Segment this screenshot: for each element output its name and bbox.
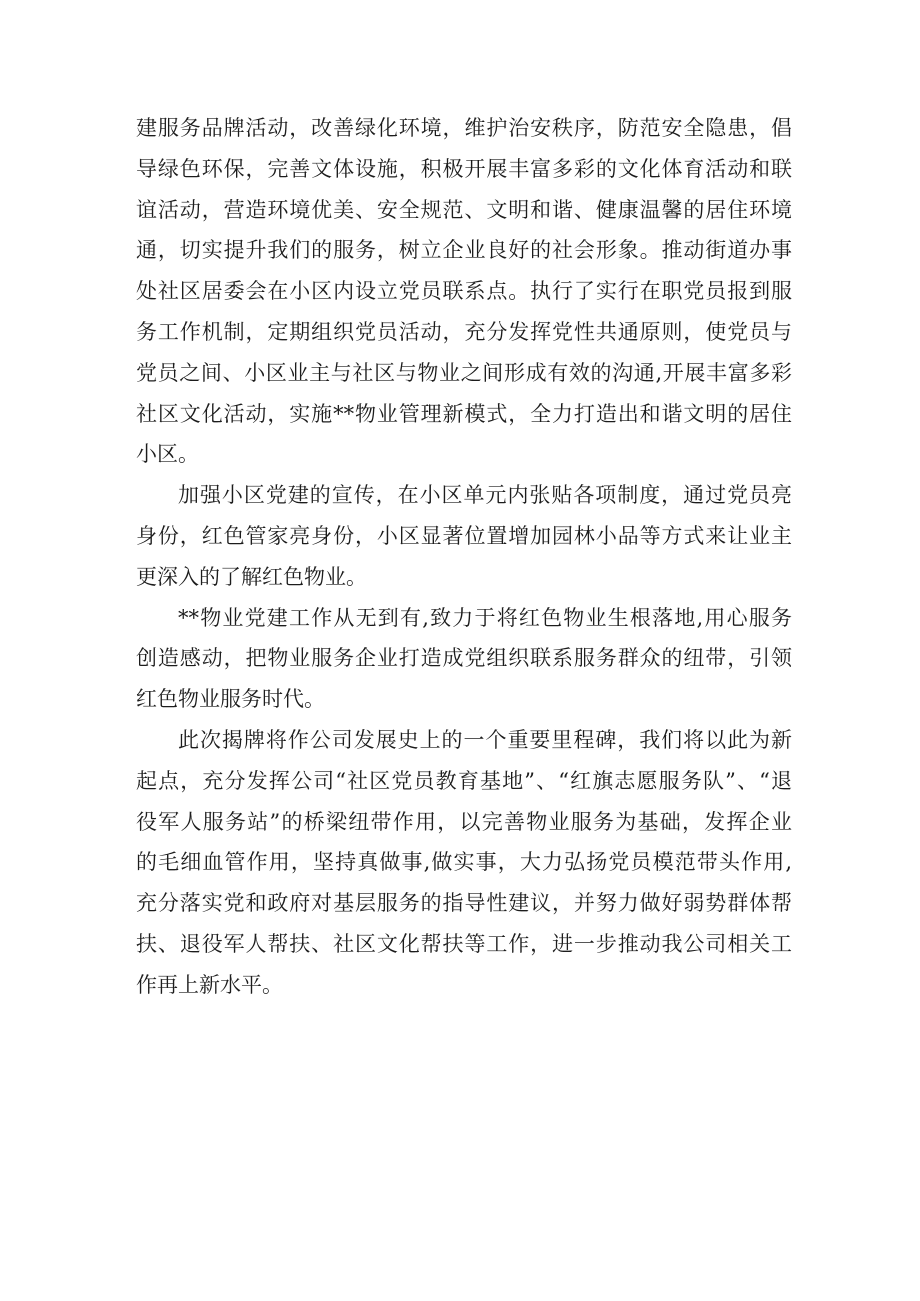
text-line: 起点，充分发挥公司“社区党员教育基地”、“红旗志愿服务队”、“退 (136, 768, 792, 793)
text-line: 加强小区党建的宣传，在小区单元内张贴各项制度，通过党员亮 (178, 483, 792, 508)
text-line: 建服务品牌活动，改善绿化环境，维护治安秩序，防范安全隐患，倡 (136, 116, 792, 140)
text-line: 更深入的了解红色物业。 (136, 564, 367, 589)
paragraph-1 (136, 108, 792, 475)
text-line: 作再上新水平。 (136, 972, 283, 997)
text-line: 小区。 (136, 442, 199, 467)
text-line: 党员之间、小区业主与社区与物业之间形成有效的沟通,开展丰富多彩 (136, 360, 792, 385)
text-line: 导绿色环保，完善文体设施，积极开展丰富多彩的文化体育活动和联 (136, 156, 792, 181)
paragraph-2 (136, 475, 792, 597)
text-line: 处社区居委会在小区内设立党员联系点。执行了实行在职党员报到服 (136, 279, 792, 304)
text-line: 此次揭牌将作公司发展史上的一个重要里程碑，我们将以此为新 (178, 727, 792, 752)
text-line: 身份，红色管家亮身份，小区显著位置增加园林小品等方式来让业主 (136, 523, 792, 548)
text-line: 的毛细血管作用，坚持真做事,做实事，大力弘扬党员模范带头作用, (136, 850, 792, 875)
text-line: 役军人服务站”的桥梁纽带作用，以完善物业服务为基础，发挥企业 (136, 809, 792, 834)
text-line: 务工作机制，定期组织党员活动，充分发挥党性共通原则，使党员与 (136, 319, 792, 344)
text-line: 扶、退役军人帮扶、社区文化帮扶等工作，进一步推动我公司相关工 (136, 931, 792, 956)
text-line: 红色物业服务时代。 (136, 687, 325, 712)
text-line: 创造感动，把物业服务企业打造成党组织联系服务群众的纽带，引领 (136, 646, 792, 671)
text-line: 谊活动，营造环境优美、安全规范、文明和谐、健康温馨的居住环境 (136, 197, 792, 222)
paragraph-4 (136, 720, 792, 1006)
text-line: 社区文化活动，实施**物业管理新模式，全力打造出和谐文明的居住 (136, 401, 792, 426)
text-line: 充分落实党和政府对基层服务的指导性建议，并努力做好弱势群体帮 (136, 891, 792, 916)
paragraph-3 (136, 598, 792, 720)
text-line: 通，切实提升我们的服务，树立企业良好的社会形象。推动街道办事 (136, 238, 792, 263)
text-line: **物业党建工作从无到有,致力于将红色物业生根落地,用心服务 (178, 605, 792, 630)
document-page (136, 108, 792, 1006)
